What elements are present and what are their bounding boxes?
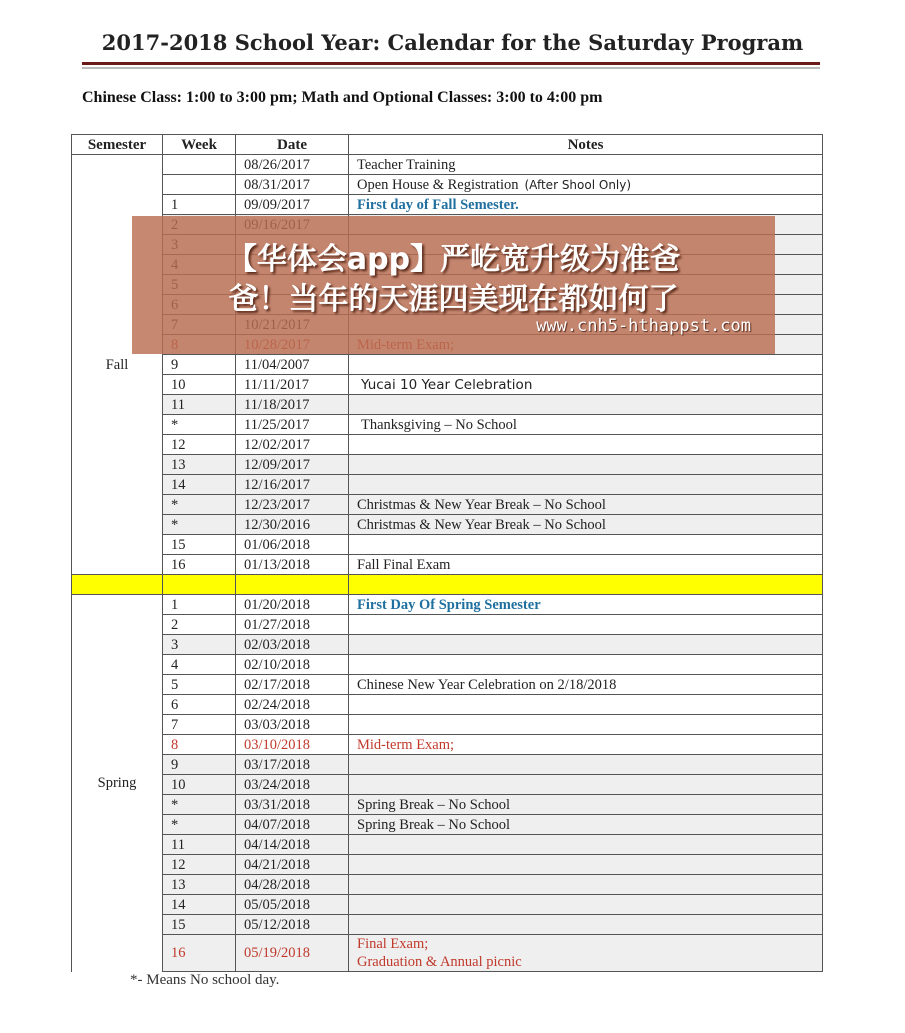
notes-cell: [349, 675, 823, 695]
table-row: [72, 355, 823, 375]
notes-cell: [349, 815, 823, 835]
week-cell: *: [163, 815, 236, 835]
note-extra: (After Shool Only): [524, 177, 632, 192]
table-row: [72, 615, 823, 635]
date-cell: 05/12/2018: [236, 915, 349, 935]
date-cell: 04/14/2018: [236, 835, 349, 855]
table-row: [72, 715, 823, 735]
notes-cell: [349, 435, 823, 455]
week-cell: 15: [163, 915, 236, 935]
separator-cell: [349, 575, 823, 595]
week-cell: 14: [163, 895, 236, 915]
notes-cell: [349, 395, 823, 415]
header-semester: Semester: [72, 135, 163, 155]
date-cell: 11/11/2017: [236, 375, 349, 395]
date-cell: 01/27/2018: [236, 615, 349, 635]
note-line-2: Graduation & Annual picnic: [357, 954, 522, 970]
note-text: Chinese New Year Celebration on 2/18/2018: [357, 676, 617, 693]
date-cell: 04/21/2018: [236, 855, 349, 875]
table-row: [72, 195, 823, 215]
date-cell: 05/19/2018: [236, 935, 349, 972]
notes-cell: [349, 495, 823, 515]
class-times: Chinese Class: 1:00 to 3:00 pm; Math and Optional Classes: 3:00 to 4:00 pm: [82, 89, 603, 106]
notes-cell: [349, 155, 823, 175]
title-rule: [82, 62, 820, 65]
table-row: [72, 375, 823, 395]
notes-cell: [349, 615, 823, 635]
week-cell: 10: [163, 375, 236, 395]
table-row: [72, 515, 823, 535]
table-row: [72, 395, 823, 415]
note-text: Spring Break – No School: [357, 796, 511, 813]
notes-cell: [349, 355, 823, 375]
week-cell: 13: [163, 875, 236, 895]
week-cell: [163, 155, 236, 175]
table-row: [72, 735, 823, 755]
date-cell: 08/26/2017: [236, 155, 349, 175]
week-cell: 12: [163, 435, 236, 455]
date-cell: 12/09/2017: [236, 455, 349, 475]
week-cell: *: [163, 795, 236, 815]
banner-line-1: 【华体会app】严屹宽升级为准爸: [226, 242, 681, 277]
week-cell: 10: [163, 775, 236, 795]
header-week: Week: [163, 135, 236, 155]
date-cell: 02/03/2018: [236, 635, 349, 655]
table-row: [72, 155, 823, 175]
table-row: [72, 695, 823, 715]
date-cell: 03/03/2018: [236, 715, 349, 735]
table-row: [72, 775, 823, 795]
notes-cell: [349, 515, 823, 535]
notes-cell: [349, 635, 823, 655]
banner-url: www.cnh5-hthappst.com: [536, 316, 751, 336]
week-cell: 14: [163, 475, 236, 495]
table-row: [72, 535, 823, 555]
table-row: [72, 475, 823, 495]
week-cell: 16: [163, 935, 236, 972]
week-cell: *: [163, 515, 236, 535]
table-row: [72, 755, 823, 775]
notes-cell: [349, 715, 823, 735]
note-text: Final Exam;: [357, 936, 429, 952]
table-row: [72, 635, 823, 655]
week-cell: 9: [163, 355, 236, 375]
date-cell: 09/09/2017: [236, 195, 349, 215]
note-text: Mid-term Exam;: [357, 736, 455, 753]
week-cell: [163, 175, 236, 195]
table-row: [72, 555, 823, 575]
banner-line-2: 爸！当年的天涯四美现在都如何了: [228, 282, 679, 317]
note-text: Teacher Training: [357, 156, 456, 173]
date-cell: 11/25/2017: [236, 415, 349, 435]
week-cell: 16: [163, 555, 236, 575]
date-cell: 12/02/2017: [236, 435, 349, 455]
date-cell: 11/04/2007: [236, 355, 349, 375]
week-cell: 2: [163, 615, 236, 635]
notes-cell: [349, 475, 823, 495]
notes-cell: [349, 195, 823, 215]
week-cell: 3: [163, 635, 236, 655]
note-text: Open House & Registration: [357, 176, 519, 193]
table-row: [72, 815, 823, 835]
week-cell: 1: [163, 595, 236, 615]
date-cell: 12/16/2017: [236, 475, 349, 495]
separator-cell: [72, 575, 163, 595]
notes-cell: [349, 535, 823, 555]
date-cell: 05/05/2018: [236, 895, 349, 915]
page-title: 2017-2018 School Year: Calendar for the Saturday Program: [101, 30, 804, 55]
week-cell: 5: [163, 675, 236, 695]
date-cell: 02/24/2018: [236, 695, 349, 715]
week-cell: 1: [163, 195, 236, 215]
notes-cell: [349, 935, 823, 972]
note-text: Christmas & New Year Break – No School: [357, 496, 606, 513]
table-row: [72, 855, 823, 875]
notes-cell: [349, 595, 823, 615]
date-cell: 02/10/2018: [236, 655, 349, 675]
table-row: [72, 835, 823, 855]
header-date: Date: [236, 135, 349, 155]
date-cell: 12/23/2017: [236, 495, 349, 515]
notes-cell: [349, 875, 823, 895]
table-row: [72, 455, 823, 475]
date-cell: 04/07/2018: [236, 815, 349, 835]
date-cell: 02/17/2018: [236, 675, 349, 695]
notes-cell: [349, 375, 823, 395]
separator-cell: [236, 575, 349, 595]
date-cell: 12/30/2016: [236, 515, 349, 535]
week-cell: 6: [163, 695, 236, 715]
week-cell: 4: [163, 655, 236, 675]
week-cell: 9: [163, 755, 236, 775]
table-row: [72, 875, 823, 895]
semester-separator: [72, 575, 823, 595]
table-row: [72, 435, 823, 455]
note-text: Yucai 10 Year Celebration: [361, 376, 533, 393]
table-row: [72, 595, 823, 615]
week-cell: 11: [163, 395, 236, 415]
note-text: First day of Fall Semester.: [357, 196, 519, 213]
week-cell: 12: [163, 855, 236, 875]
notes-cell: [349, 755, 823, 775]
header-notes: Notes: [349, 135, 823, 155]
notes-cell: [349, 655, 823, 675]
notes-cell: [349, 895, 823, 915]
note-text: First Day Of Spring Semester: [357, 596, 541, 613]
title-rule-secondary: [82, 67, 820, 69]
note-text: Fall Final Exam: [357, 556, 451, 573]
week-cell: 7: [163, 715, 236, 735]
notes-cell: [349, 555, 823, 575]
note-text: Thanksgiving – No School: [361, 416, 517, 433]
date-cell: 04/28/2018: [236, 875, 349, 895]
table-row: [72, 675, 823, 695]
footnote: *- Means No school day.: [130, 972, 280, 988]
notes-cell: [349, 835, 823, 855]
table-row: [72, 415, 823, 435]
table-row: [72, 915, 823, 935]
week-cell: *: [163, 415, 236, 435]
semester-label: Fall: [72, 155, 163, 575]
note-text: Spring Break – No School: [357, 816, 511, 833]
table-row: [72, 935, 823, 972]
watermark-banner: [132, 216, 775, 354]
notes-cell: [349, 415, 823, 435]
table-row: [72, 655, 823, 675]
note-text: Christmas & New Year Break – No School: [357, 516, 606, 533]
notes-cell: [349, 855, 823, 875]
notes-cell: [349, 915, 823, 935]
separator-cell: [163, 575, 236, 595]
date-cell: 03/24/2018: [236, 775, 349, 795]
date-cell: 11/18/2017: [236, 395, 349, 415]
date-cell: 01/13/2018: [236, 555, 349, 575]
notes-cell: [349, 775, 823, 795]
header-row: [72, 135, 823, 155]
week-cell: 8: [163, 735, 236, 755]
week-cell: *: [163, 495, 236, 515]
notes-cell: [349, 175, 823, 195]
table-row: [72, 175, 823, 195]
date-cell: 03/10/2018: [236, 735, 349, 755]
week-cell: 11: [163, 835, 236, 855]
notes-cell: [349, 695, 823, 715]
semester-label: Spring: [72, 595, 163, 972]
date-cell: 01/20/2018: [236, 595, 349, 615]
table-row: [72, 895, 823, 915]
table-row: [72, 495, 823, 515]
notes-cell: [349, 735, 823, 755]
date-cell: 03/17/2018: [236, 755, 349, 775]
table-row: [72, 795, 823, 815]
date-cell: 08/31/2017: [236, 175, 349, 195]
notes-cell: [349, 455, 823, 475]
week-cell: 13: [163, 455, 236, 475]
date-cell: 03/31/2018: [236, 795, 349, 815]
week-cell: 15: [163, 535, 236, 555]
date-cell: 01/06/2018: [236, 535, 349, 555]
notes-cell: [349, 795, 823, 815]
